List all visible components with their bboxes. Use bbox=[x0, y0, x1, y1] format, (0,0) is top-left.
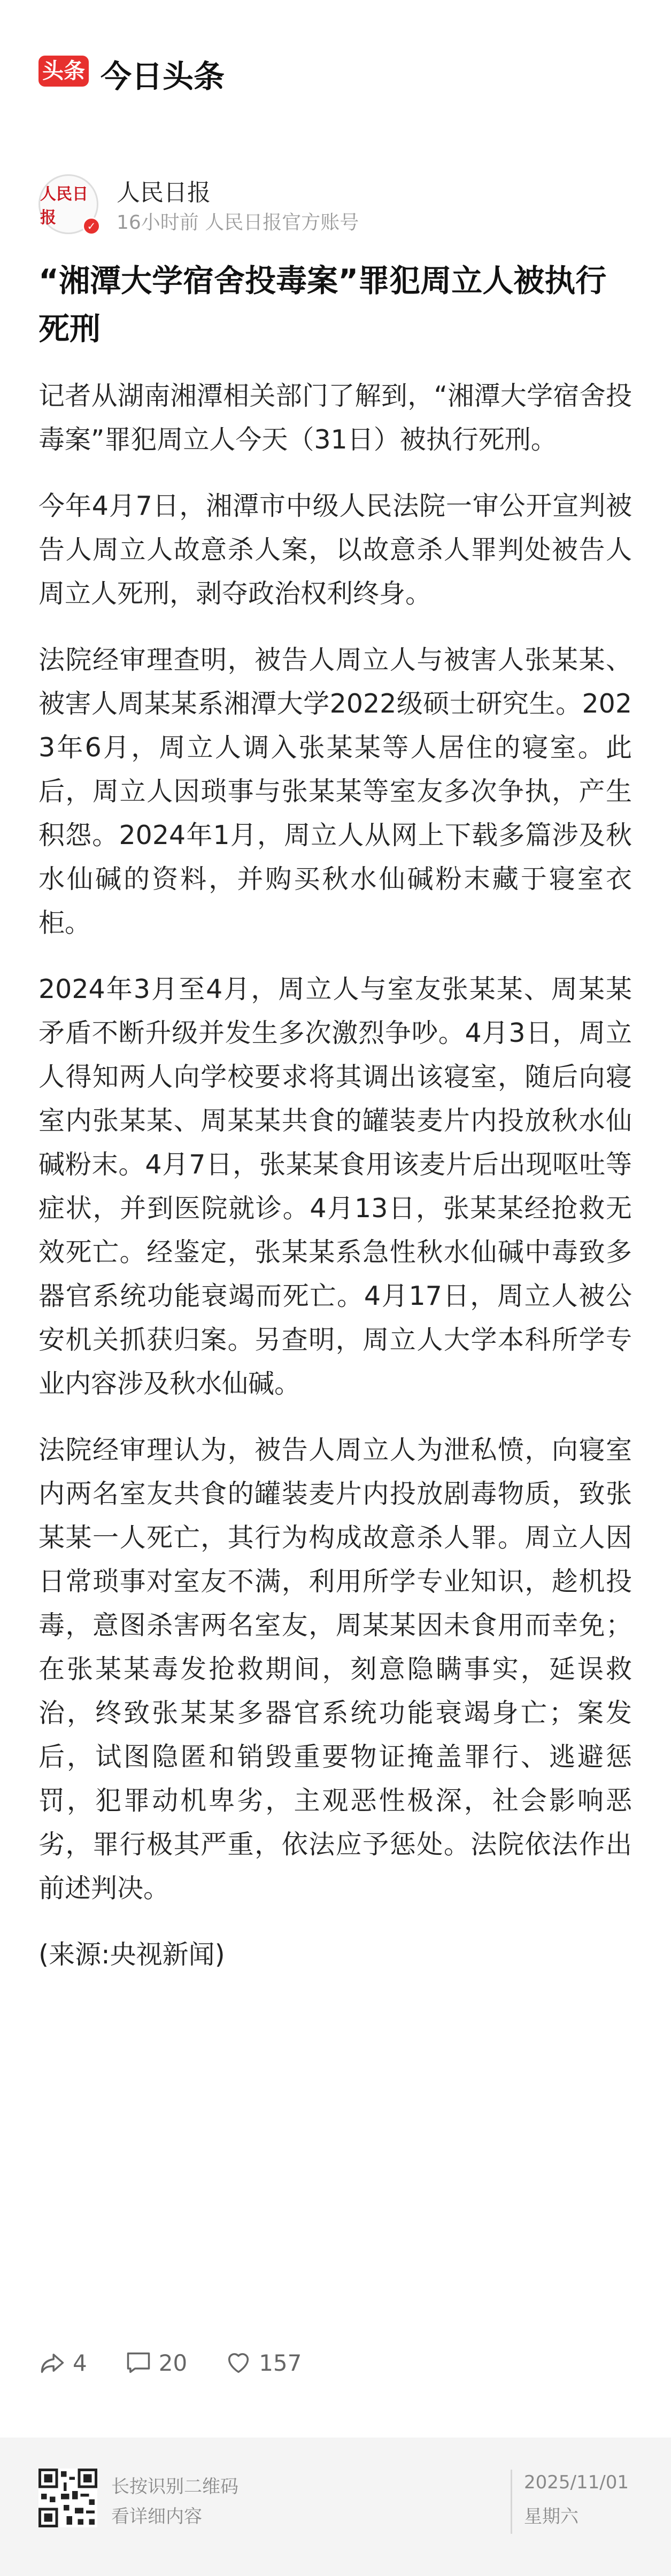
qr-code-icon[interactable] bbox=[38, 2469, 97, 2527]
footer-weekday: 星期六 bbox=[524, 2506, 579, 2527]
footer-date: 2025/11/01 bbox=[524, 2472, 629, 2493]
footer bbox=[0, 2438, 671, 2576]
heart-icon bbox=[225, 2349, 252, 2377]
share-button[interactable] bbox=[38, 2349, 87, 2377]
article-paragraph: 记者从湖南湘潭相关部门了解到，“湘潭大学宿舍投毒案”罪犯周立人今天（31日）被执行死刑。 bbox=[38, 381, 632, 455]
toutiao-logo-icon[interactable]: 头条 bbox=[38, 56, 89, 87]
verified-check-icon: ✓ bbox=[82, 217, 101, 235]
share-count: 4 bbox=[73, 2349, 87, 2376]
footer-divider bbox=[511, 2470, 512, 2534]
qr-hint-sub: 看详细内容 bbox=[111, 2506, 202, 2527]
author-name[interactable]: 人民日报 bbox=[117, 179, 211, 206]
avatar-text: 人民日报 bbox=[40, 185, 88, 227]
article-title: “湘潭大学宿舍投毒案”罪犯周立人被执行死刑 bbox=[38, 262, 607, 347]
author-row[interactable] bbox=[38, 171, 632, 235]
action-bar bbox=[38, 2341, 339, 2384]
app-title: 今日头条 bbox=[101, 58, 225, 95]
publish-time: 16小时前 bbox=[117, 212, 199, 234]
comment-button[interactable] bbox=[125, 2349, 187, 2377]
author-meta bbox=[117, 207, 359, 235]
comment-count: 20 bbox=[158, 2349, 188, 2376]
article-paragraph: 今年4月7日，湘潭市中级人民法院一审公开宣判被告人周立人故意杀人案，以故意杀人罪判处被告人周立人死刑，剥夺政治权利终身。 bbox=[38, 491, 632, 609]
article-source: (来源:央视新闻) bbox=[38, 1939, 225, 1970]
account-type: 人民日报官方账号 bbox=[205, 212, 359, 234]
app-header bbox=[0, 0, 671, 144]
article-paragraph: 法院经审理查明，被告人周立人与被害人张某某、被害人周某某系湘潭大学2022级硕士研究生。2023年6月，周立人调入张某某等人居住的寝室。此后，周立人因琐事与张某某等室友多次争执，产生积怨。2024年1月，周立人从网上下载多篇涉及秋水仙碱的资料，并购买秋水仙碱粉末藏于寝室衣柜。 bbox=[38, 645, 632, 938]
article-paragraph: 法院经审理认为，被告人周立人为泄私愤，向寝室内两名室友共食的罐装麦片内投放剧毒物质，致张某某一人死亡，其行为构成故意杀人罪。周立人因日常琐事对室友不满，利用所学专业知识，趁机投毒，意图杀害两名室友，周某某因未食用而幸免；在张某某毒发抢救期间，刻意隐瞒事实，延误救治，终致张某某多器官系统功能衰竭身亡；案发后，试图隐匿和销毁重要物证掩盖罪行、逃避惩罚，犯罪动机卑劣，主观恶性极深，社会影响恶劣，罪行极其严重，依法应予惩处。法院依法作出前述判决。 bbox=[38, 1435, 632, 1904]
article-paragraph: 2024年3月至4月，周立人与室友张某某、周某某矛盾不断升级并发生多次激烈争吵。4月3日，周立人得知两人向学校要求将其调出该寝室，随后向寝室内张某某、周某某共食的罐装麦片内投放秋水仙碱粉末。4月7日，张某某食用该麦片后出现呕吐等症状，并到医院就诊。4月13日，张某某经抢救无效死亡。经鉴定，张某某系急性秋水仙碱中毒致多器官系统功能衰竭而死亡。4月17日，周立人被公安机关抓获归案。另查明，周立人大学本科所学专业内容涉及秋水仙碱。 bbox=[38, 974, 632, 1399]
like-button[interactable] bbox=[225, 2349, 302, 2377]
like-count: 157 bbox=[259, 2349, 302, 2376]
comment-icon bbox=[125, 2349, 152, 2377]
qr-hint: 长按识别二维码 bbox=[111, 2476, 238, 2497]
article-body bbox=[38, 374, 632, 1999]
share-icon bbox=[38, 2349, 66, 2377]
